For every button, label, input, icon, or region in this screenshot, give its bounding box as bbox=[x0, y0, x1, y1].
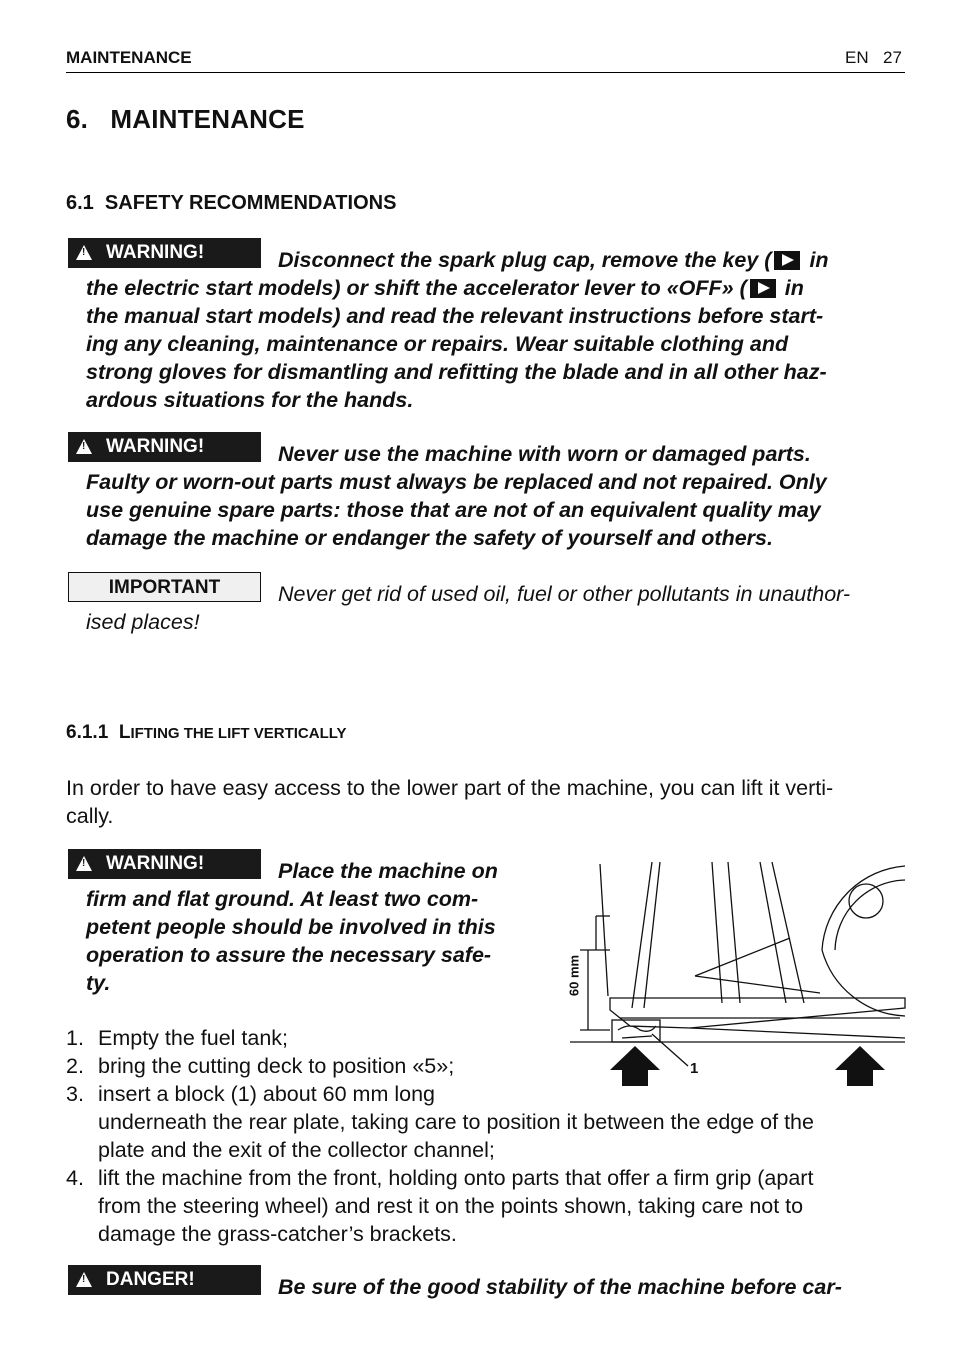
intro-line2: cally. bbox=[66, 804, 114, 828]
warning-triangle-icon bbox=[76, 1272, 92, 1287]
lift-arrow-icon bbox=[610, 1046, 660, 1086]
intro-line1: In order to have easy access to the lower part of the machine, you can lift it verti- bbox=[66, 776, 834, 800]
important-badge: IMPORTANT bbox=[68, 572, 261, 602]
warning2-line2: Faulty or worn-out parts must always be replaced and not repaired. Only bbox=[86, 470, 827, 494]
warning1-line1: Disconnect the spark plug cap, remove the key ( in bbox=[278, 248, 829, 272]
warning1-line3: the manual start models) and read the relevant instructions before start- bbox=[86, 304, 824, 328]
danger-badge: !DANGER! bbox=[68, 1265, 261, 1295]
warning2-line3: use genuine spare parts: those that are not of an equivalent quality may bbox=[86, 498, 821, 522]
lift-arrow-icon bbox=[835, 1046, 885, 1086]
warning-badge: !WARNING! bbox=[68, 238, 261, 268]
warning2-line1: Never use the machine with worn or damaged parts. bbox=[278, 442, 811, 466]
warning-badge: !WARNING! bbox=[68, 849, 261, 879]
play-key-icon bbox=[750, 279, 776, 298]
warning3-line1: Place the machine on bbox=[278, 859, 498, 883]
subsection-heading: 6.1.1 LIFTING THE LIFT VERTICALLY bbox=[66, 722, 347, 743]
warning3-line3: petent people should be involved in this bbox=[86, 915, 496, 939]
warning-triangle-icon bbox=[76, 245, 92, 260]
warning1-line6: ardous situations for the hands. bbox=[86, 388, 414, 412]
running-header-lang: EN bbox=[845, 48, 869, 67]
page-title: 6. MAINTENANCE bbox=[66, 104, 305, 134]
warning-badge: !WARNING! bbox=[68, 432, 261, 462]
section-heading: 6.1 SAFETY RECOMMENDATIONS bbox=[66, 192, 397, 214]
warning3-line2: firm and flat ground. At least two com- bbox=[86, 887, 479, 911]
important-line1: Never get rid of used oil, fuel or other pollutants in unauthor- bbox=[278, 582, 851, 606]
dimension-label: 60 mm bbox=[566, 954, 582, 997]
danger-line1: Be sure of the good stability of the machine before car- bbox=[278, 1275, 842, 1299]
important-line2: ised places! bbox=[86, 610, 200, 634]
warning3-line5: ty. bbox=[86, 971, 111, 995]
dimension-label-wrap bbox=[562, 950, 586, 1010]
warning2-line4: damage the machine or endanger the safety of yourself and others. bbox=[86, 526, 773, 550]
header-rule bbox=[66, 72, 905, 73]
warning1-line4: ing any cleaning, maintenance or repairs. Wear suitable clothing and bbox=[86, 332, 789, 356]
warning1-line2: the electric start models) or shift the accelerator lever to «OFF» ( in bbox=[86, 276, 804, 300]
page-number: 27 bbox=[883, 48, 902, 67]
warning3-line4: operation to assure the necessary safe- bbox=[86, 943, 492, 967]
warning-triangle-icon bbox=[76, 439, 92, 454]
warning-triangle-icon bbox=[76, 856, 92, 871]
running-header-section: MAINTENANCE bbox=[66, 48, 192, 67]
play-key-icon bbox=[774, 251, 800, 270]
lifting-diagram bbox=[560, 858, 910, 1090]
warning1-line5: strong gloves for dismantling and refitting the blade and in all other haz- bbox=[86, 360, 827, 384]
callout-number: 1 bbox=[690, 1060, 699, 1077]
